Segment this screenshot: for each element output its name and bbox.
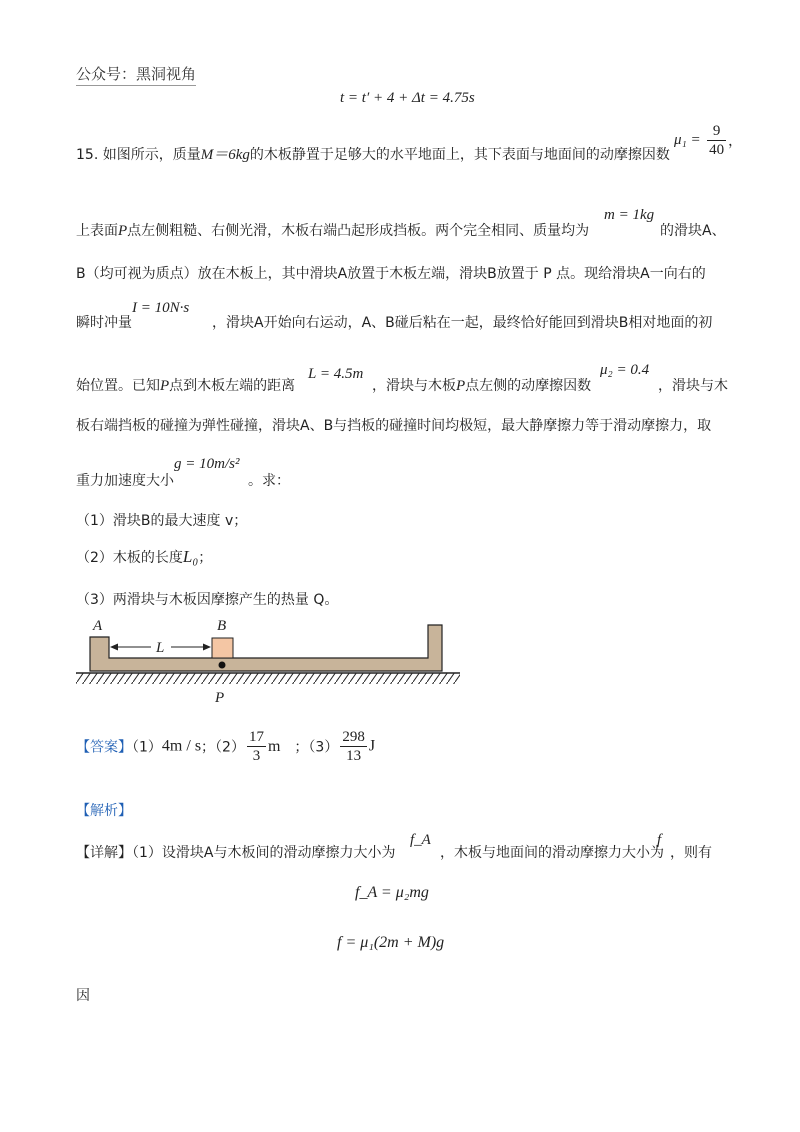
answer-sep-2: ；（3）	[294, 739, 339, 756]
wooden-board	[90, 625, 442, 671]
length-L: L = 4.5m	[308, 366, 364, 382]
equation-2: f = μ₁(2m + M)g	[337, 934, 445, 951]
detail-tag: 【详解】	[76, 845, 132, 861]
answer-tag: 【答案】	[76, 739, 132, 756]
text: （2）木板的长度	[76, 550, 183, 566]
detail-next: 因	[76, 988, 90, 1004]
problem-line-2	[76, 220, 589, 240]
detail-line	[76, 842, 395, 862]
answer-unit-2: m	[267, 737, 281, 755]
answer-value-1: 4m / s	[161, 737, 202, 755]
impulse-I: I = 10N·s	[132, 300, 190, 316]
mu1-denominator: 40	[709, 142, 725, 158]
problem-line-7b: 。求：	[248, 473, 290, 489]
numerator: 17	[248, 729, 264, 745]
mu1-fraction	[707, 122, 726, 159]
mu2-formula: μ₂ = 0.4	[600, 362, 650, 378]
problem-number: 15.	[76, 147, 99, 163]
prev-formula: t = t′ + 4 + Δt = 4.75s	[340, 90, 475, 106]
text: ，滑块与木板	[372, 378, 456, 394]
problem-line-5c	[372, 375, 591, 395]
problem-line-4a: 瞬时冲量	[76, 315, 132, 331]
text: 如图所示，质量	[102, 147, 201, 163]
arrow-right-head	[203, 644, 211, 651]
text: ；	[198, 550, 213, 566]
mu1-numerator: 9	[707, 122, 726, 141]
mu1-formula	[674, 122, 742, 159]
answer-fraction-3	[340, 728, 367, 765]
answer-sep-1: ；（2）	[201, 739, 245, 756]
answer-fraction-2	[247, 728, 266, 765]
mass-M: M＝6kg	[200, 147, 250, 163]
text: 点到木板左端的距离	[169, 378, 296, 394]
denominator: 3	[252, 748, 261, 764]
label-P: P	[215, 690, 225, 706]
label-A: A	[93, 618, 103, 634]
text: 点左侧粗糙、右侧光滑，木板右端凸起形成挡板。两个完全相同、质量均为	[127, 223, 590, 239]
length-L0: L₀	[182, 547, 199, 566]
question-3: （3）两滑块与木板因摩擦产生的热量 Q。	[76, 592, 339, 608]
answer-part1: （1）	[132, 739, 162, 756]
point-P-dot	[219, 662, 226, 669]
watermark: 公众号：黑洞视角	[76, 63, 196, 86]
label-L: L	[156, 640, 165, 656]
answer-line	[76, 728, 375, 765]
question-1: （1）滑块B的最大速度 v；	[76, 513, 248, 529]
mass-m: m = 1kg	[604, 207, 655, 223]
problem-line-6: 板右端挡板的碰撞为弹性碰撞，滑块A、B与挡板的碰撞时间均极短，最大静摩擦力等于滑动摩擦力，取	[76, 418, 712, 434]
block-B	[212, 638, 233, 658]
detail-line-b: ，木板与地面间的滑动摩擦力大小为	[440, 845, 664, 861]
comma: ，	[728, 133, 743, 150]
friction-f: f	[657, 832, 662, 848]
problem-line-5e: ，滑块与木	[658, 378, 728, 394]
point-P: P	[456, 378, 466, 394]
problem-line-1	[76, 143, 670, 164]
detail-line-c: ，则有	[670, 845, 712, 861]
answer-unit-3: J	[368, 737, 376, 755]
analysis-tag: 【解析】	[76, 803, 132, 819]
text: 点左侧的动摩擦因数	[465, 378, 592, 394]
gravity-g: g = 10m/s²	[174, 456, 240, 472]
problem-line-3: B（均可视为质点）放在木板上，其中滑块A放置于木板左端，滑块B放置于 P 点。现给滑块A一向右的	[76, 266, 706, 282]
arrow-left-head	[110, 644, 118, 651]
text: （1）设滑块A与木板间的滑动摩擦力大小为	[132, 845, 396, 861]
problem-line-2-end: 的滑块A、	[660, 223, 726, 239]
text: 始位置。已知	[76, 378, 160, 394]
equation-1: f_A = μ₂mg	[355, 884, 429, 901]
text: 的木板静置于足够大的水平地面上，其下表面与地面间的动摩擦因数	[249, 147, 670, 163]
point-P: P	[160, 378, 170, 394]
problem-line-5	[76, 375, 295, 395]
ground-hatch	[76, 673, 460, 684]
problem-line-7a: 重力加速度大小	[76, 473, 174, 489]
numerator: 298	[342, 729, 365, 745]
text: 上表面	[76, 223, 118, 239]
board-diagram	[70, 612, 470, 707]
point-P: P	[118, 223, 128, 239]
friction-fA: f_A	[410, 832, 431, 848]
question-2	[76, 547, 212, 567]
problem-line-4b: ，滑块A开始向右运动，A、B碰后粘在一起，最终恰好能回到滑块B相对地面的初	[212, 315, 713, 331]
denominator: 13	[346, 748, 362, 764]
label-B: B	[217, 618, 227, 634]
mu1-label: μ₁ =	[674, 132, 701, 148]
